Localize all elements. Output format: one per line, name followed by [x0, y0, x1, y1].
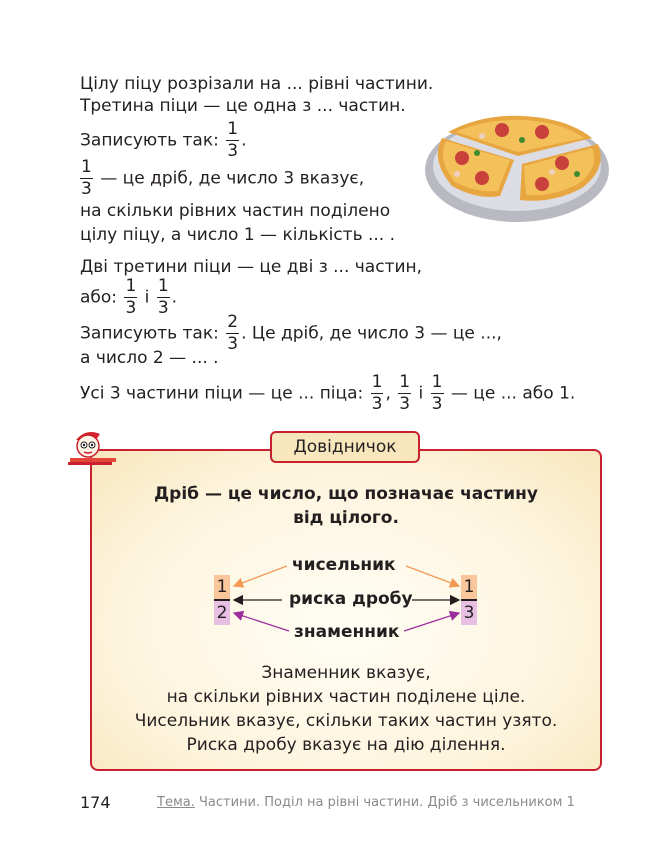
period: . [241, 130, 247, 151]
fraction-one-third [80, 158, 93, 199]
explain-line-1: Знаменник вказує, [261, 663, 431, 683]
period: . [171, 287, 178, 308]
denominator: 3 [431, 394, 443, 414]
fraction-one-third [431, 373, 444, 414]
left-fraction-denominator: 2 [214, 601, 230, 625]
page-number: 174 [80, 793, 111, 812]
lesson-line-1: Цілу піцу розрізали на ... рівні частини. [80, 74, 434, 94]
lesson-line-4 [80, 158, 364, 199]
denominator: 3 [227, 141, 239, 161]
numerator: 1 [431, 372, 443, 392]
fraction-one-third [157, 277, 170, 318]
lesson-line-8-text: або: [80, 287, 118, 308]
definition-line-2: від цілого. [293, 508, 399, 528]
denominator: 3 [81, 179, 92, 199]
denominator: 3 [157, 298, 169, 318]
lesson-line-11 [80, 373, 575, 414]
fraction-one-third [371, 373, 384, 414]
right-fraction-numerator: 1 [461, 575, 477, 599]
lesson-line-9-text: Записують так: [80, 323, 219, 344]
explain-line-4: Риска дробу вказує на дію ділення. [186, 735, 506, 755]
numerator: 1 [157, 276, 169, 296]
reference-tab-title: Довідничок [270, 431, 420, 463]
denominator: 3 [125, 298, 137, 318]
denominator: 3 [399, 394, 411, 414]
lesson-line-11-end: — це ... або 1. [450, 383, 576, 404]
numerator: 1 [371, 372, 383, 392]
footer-topic [157, 795, 575, 810]
label-fraction-bar: риска дробу [289, 589, 413, 609]
lesson-line-2: Третина піци — це одна з ... частин. [80, 96, 406, 116]
fraction-two-thirds [226, 313, 239, 354]
label-numerator: чисельник [292, 555, 396, 575]
lesson-line-3-text: Записують так: [80, 130, 219, 151]
denominator: 3 [227, 334, 239, 354]
explain-line-3: Чисельник вказує, скільки таких частин узято. [134, 711, 558, 731]
fraction-one-third [398, 373, 411, 414]
definition-line-1: Дріб — це число, що позначає частину [154, 484, 538, 504]
fraction-one-third [226, 120, 239, 161]
lesson-line-8 [80, 277, 177, 318]
lesson-line-6: цілу піцу, а число 1 — кількість ... . [80, 225, 396, 245]
numerator: 1 [399, 372, 411, 392]
pizza-illustration [422, 108, 612, 224]
lesson-line-9-end: . Це дріб, де число 3 — це ..., [241, 323, 502, 344]
denominator: 3 [371, 394, 383, 414]
comma: , [385, 383, 391, 404]
lesson-line-11-text: Усі 3 частини піци — це ... піца: [80, 383, 364, 404]
conjunction-and: і [144, 287, 150, 308]
lesson-line-4-text: — це дріб, де число 3 вказує, [100, 168, 365, 189]
lesson-line-7: Дві третини піци — це дві з ... частин, [80, 257, 423, 277]
mascot-icon [66, 426, 118, 466]
left-fraction-numerator: 1 [214, 575, 230, 599]
right-fraction-denominator: 3 [461, 601, 477, 625]
numerator: 2 [227, 312, 239, 332]
conjunction-and: і [418, 383, 424, 404]
explain-line-2: на скільки рівних частин поділене ціле. [166, 687, 526, 707]
label-denominator: знаменник [294, 622, 400, 642]
topic-label: Тема. [157, 795, 195, 810]
lesson-line-5: на скільки рівних частин поділено [80, 201, 391, 221]
numerator: 1 [227, 119, 239, 139]
fraction-one-third [124, 277, 137, 318]
topic-text: Частини. Поділ на рівні частини. Дріб з чисельником 1 [199, 795, 575, 810]
numerator: 1 [125, 276, 137, 296]
lesson-line-3 [80, 120, 246, 161]
lesson-line-10: а число 2 — ... . [80, 348, 219, 368]
numerator: 1 [81, 157, 92, 177]
